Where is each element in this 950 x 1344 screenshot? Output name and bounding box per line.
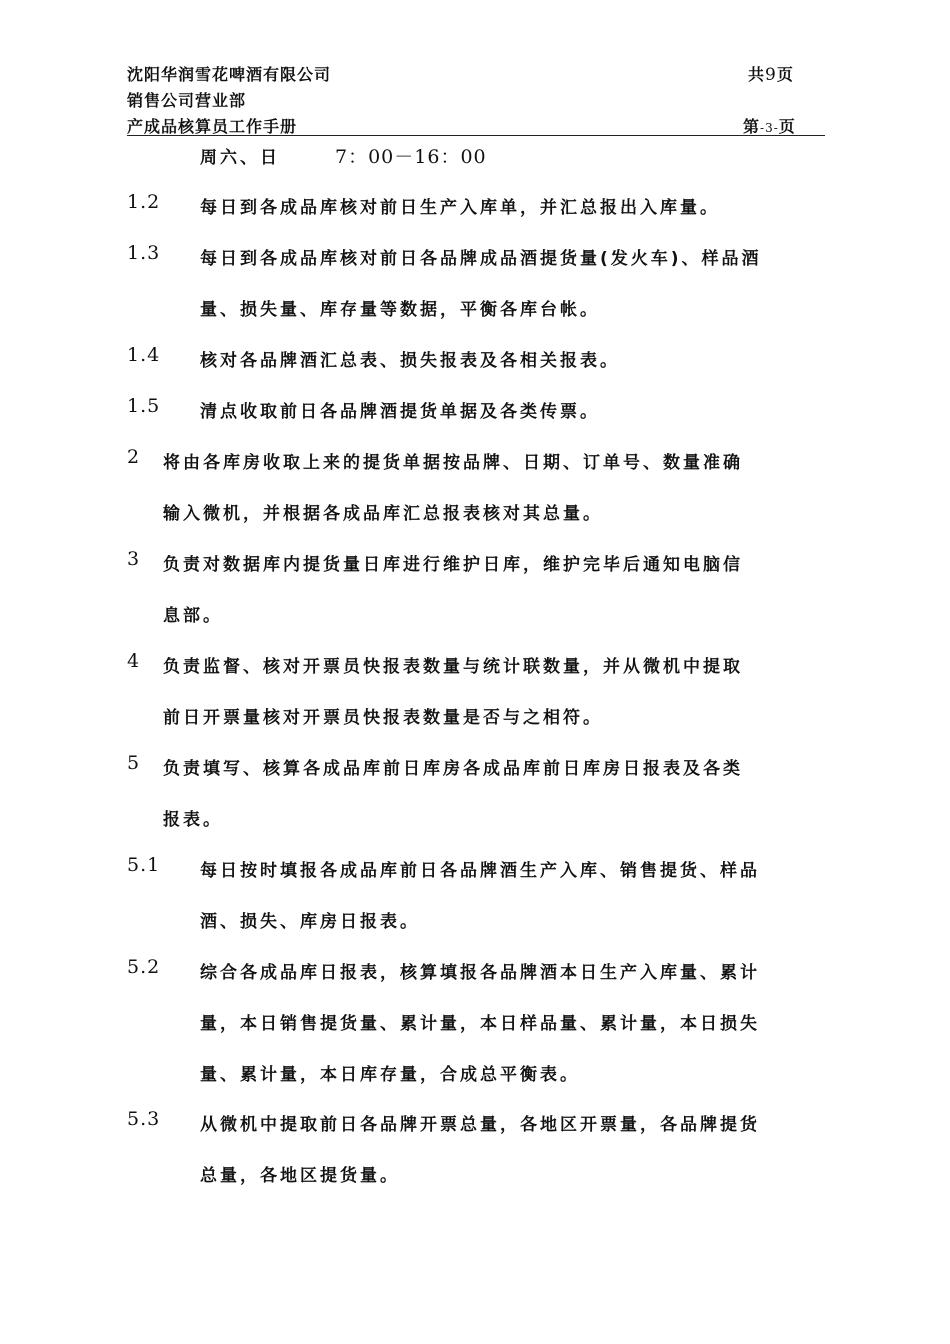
item-text-line: 综合各成品库日报表，核算填报各品牌酒本日生产入库量、累计 bbox=[200, 963, 760, 983]
item-number: 1.2 bbox=[127, 191, 161, 213]
total-pages bbox=[748, 62, 794, 85]
item-text-line: 量、累计量，本日库存量，合成总平衡表。 bbox=[200, 1065, 580, 1085]
item-number: 5.2 bbox=[127, 956, 161, 978]
item-text-line: 负责填写、核算各成品库前日库房各成品库前日库房日报表及各类 bbox=[163, 759, 743, 779]
total-suffix: 页 bbox=[776, 65, 794, 84]
item-number: 3 bbox=[127, 548, 141, 570]
page-number: -3- bbox=[760, 121, 779, 135]
header-rule bbox=[127, 135, 825, 136]
item-text-line: 量，本日销售提货量、累计量，本日样品量、累计量，本日损失 bbox=[200, 1014, 760, 1034]
item-text-line: 总量，各地区提货量。 bbox=[200, 1166, 400, 1186]
item-text-line: 从微机中提取前日各品牌开票总量，各地区开票量，各品牌提货 bbox=[200, 1115, 760, 1135]
page-indicator bbox=[743, 114, 796, 137]
item-text-line: 清点收取前日各品牌酒提货单据及各类传票。 bbox=[200, 402, 600, 422]
item-text-line: 息部。 bbox=[163, 606, 223, 626]
page-suffix: 页 bbox=[778, 117, 796, 136]
item-text-line: 将由各库房收取上来的提货单据按品牌、日期、订单号、数量准确 bbox=[163, 453, 743, 473]
total-prefix: 共 bbox=[748, 65, 766, 84]
item-number: 1.5 bbox=[127, 395, 161, 417]
item-text-line: 每日到各成品库核对前日各品牌成品酒提货量(发火车)、样品酒 bbox=[200, 249, 762, 269]
department-name: 销售公司营业部 bbox=[127, 91, 247, 110]
schedule-time: 7：00－16：00 bbox=[335, 146, 487, 168]
item-number: 5.1 bbox=[127, 854, 161, 876]
total-pages-value: 9 bbox=[765, 65, 777, 85]
company-name: 沈阳华润雪花啤酒有限公司 bbox=[127, 65, 332, 84]
item-number: 1.4 bbox=[127, 344, 161, 366]
item-number: 4 bbox=[127, 650, 141, 672]
item-text-line: 负责监督、核对开票员快报表数量与统计联数量，并从微机中提取 bbox=[163, 657, 743, 677]
page-prefix: 第 bbox=[743, 117, 761, 136]
item-text-line: 每日按时填报各成品库前日各品牌酒生产入库、销售提货、样品 bbox=[200, 861, 760, 881]
item-text-line: 核对各品牌酒汇总表、损失报表及各相关报表。 bbox=[200, 351, 620, 371]
schedule-days: 周六、日 bbox=[200, 148, 280, 168]
item-text-line: 每日到各成品库核对前日生产入库单，并汇总报出入库量。 bbox=[200, 198, 720, 218]
item-text-line: 负责对数据库内提货量日库进行维护日库，维护完毕后通知电脑信 bbox=[163, 555, 743, 575]
item-number: 5.3 bbox=[127, 1108, 161, 1130]
item-text-line: 报表。 bbox=[163, 810, 223, 830]
item-text-line: 酒、损失、库房日报表。 bbox=[200, 912, 420, 932]
schedule-line bbox=[200, 142, 487, 169]
item-text-line: 前日开票量核对开票员快报表数量是否与之相符。 bbox=[163, 708, 603, 728]
manual-title: 产成品核算员工作手册 bbox=[127, 117, 298, 136]
item-text-line: 量、损失量、库存量等数据，平衡各库台帐。 bbox=[200, 300, 600, 320]
item-number: 5 bbox=[127, 752, 141, 774]
item-number: 2 bbox=[127, 446, 141, 468]
item-number: 1.3 bbox=[127, 242, 161, 264]
item-text-line: 输入微机，并根据各成品库汇总报表核对其总量。 bbox=[163, 504, 603, 524]
